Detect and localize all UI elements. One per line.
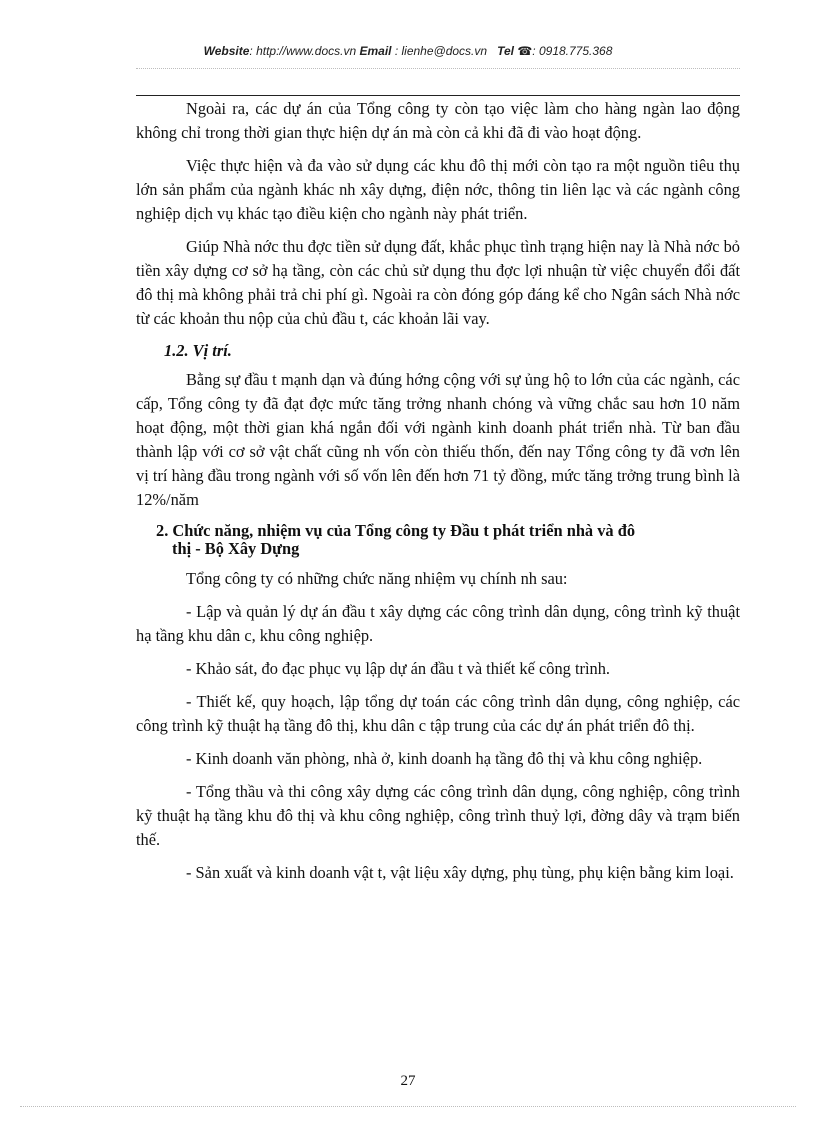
section-heading-1-2: 1.2. Vị trí.	[164, 341, 232, 360]
page-header	[0, 44, 816, 58]
list-item-2: - Khảo sát, đo đạc phục vụ lập dự án đầu t và thiết kế công trình.	[186, 659, 610, 678]
website-link[interactable]: http://www.docs.vn	[256, 44, 357, 58]
website-separator: :	[249, 44, 257, 58]
page-number: 27	[400, 1073, 416, 1089]
document-body	[136, 97, 740, 885]
phone-icon: ☎	[517, 44, 533, 58]
paragraph-1: Ngoài ra, các dự án của Tổng công ty còn tạo việc làm cho hàng ngàn lao động không chỉ trong thời gian thực hiện dự án mà còn cả khi đã đi vào hoạt động.	[136, 99, 740, 142]
tel-number: : 0918.775.368	[532, 44, 613, 58]
paragraph-2: Việc thực hiện và đa vào sử dụng các khu đô thị mới còn tạo ra một nguồn tiêu thụ lớn sản phẩm của ngành khác nh xây dựng, điện nớc, thông tin liên lạc và các ngành công nghiệp dịch vụ khác tạo điều kiện cho ngành này phát triển.	[136, 156, 740, 223]
paragraph-3: Giúp Nhà nớc thu đợc tiền sử dụng đất, khắc phục tình trạng hiện nay là Nhà nớc bỏ tiền xây dựng cơ sở hạ tầng, còn các chủ sử dụng thu đợc lợi nhuận từ việc chuyển đổi đất đô thị mà không phải trả chi phí gì. Ngoài ra còn đóng góp đáng kể cho Ngân sách Nhà nớc từ các khoản thu nộp của chủ đầu t, các khoản lãi vay.	[136, 237, 740, 328]
list-item-1: - Lập và quản lý dự án đầu t xây dựng các công trình dân dụng, công trình kỹ thuật hạ tầng khu dân c, khu công nghiệp.	[136, 602, 740, 645]
list-item-5: - Tổng thầu và thi công xây dựng các công trình dân dụng, công nghiệp, công trình kỹ thuật hạ tầng khu đô thị và khu công nghiệp, công trình thuỷ lợi, đờng dây và trạm biến thế.	[136, 782, 740, 849]
section-heading-2-line2: thị - Bộ Xây Dựng	[172, 539, 300, 558]
list-item-4: - Kinh doanh văn phòng, nhà ở, kinh doanh hạ tầng đô thị và khu công nghiệp.	[186, 749, 703, 768]
paragraph-5: Tổng công ty có những chức năng nhiệm vụ chính nh sau:	[186, 569, 568, 588]
list-item-6: - Sản xuất và kinh doanh vật t, vật liệu xây dựng, phụ tùng, phụ kiện bằng kim loại.	[186, 863, 734, 882]
section-heading-2	[136, 522, 740, 558]
email-separator: :	[391, 44, 402, 58]
header-dotted-rule	[136, 68, 740, 69]
email-label: Email	[359, 44, 392, 58]
footer-dotted-rule	[20, 1106, 796, 1107]
email-link[interactable]: lienhe@docs.vn	[401, 44, 488, 58]
paragraph-4: Bằng sự đầu t mạnh dạn và đúng hớng cộng với sự ủng hộ to lớn của các ngành, các cấp, Tổng công ty đã đạt đợc mức tăng trởng nhanh chóng và vững chắc sau hơn 10 năm hoạt động, một thời gian khá ngắn đối với ngành kinh doanh phát triển nhà. Từ ban đầu thành lập với cơ sở vật chất cũng nh vốn còn thiếu thốn, đến nay Tổng công ty đã vơn lên vị trí hàng đầu trong ngành với số vốn lên đến hơn 71 tỷ đồng, mức tăng trởng trung bình là 12%/năm	[136, 370, 740, 509]
section-heading-2-line1: 2. Chức năng, nhiệm vụ của Tổng công ty Đầu t phát triển nhà và đô	[156, 521, 636, 540]
header-solid-rule	[136, 95, 740, 96]
tel-label: Tel	[497, 44, 514, 58]
website-label: Website	[203, 44, 250, 58]
list-item-3: - Thiết kế, quy hoạch, lập tổng dự toán các công trình dân dụng, công nghiệp, các công trình kỹ thuật hạ tầng đô thị, khu dân c tập trung của các dự án phát triển đô thị.	[136, 692, 740, 735]
